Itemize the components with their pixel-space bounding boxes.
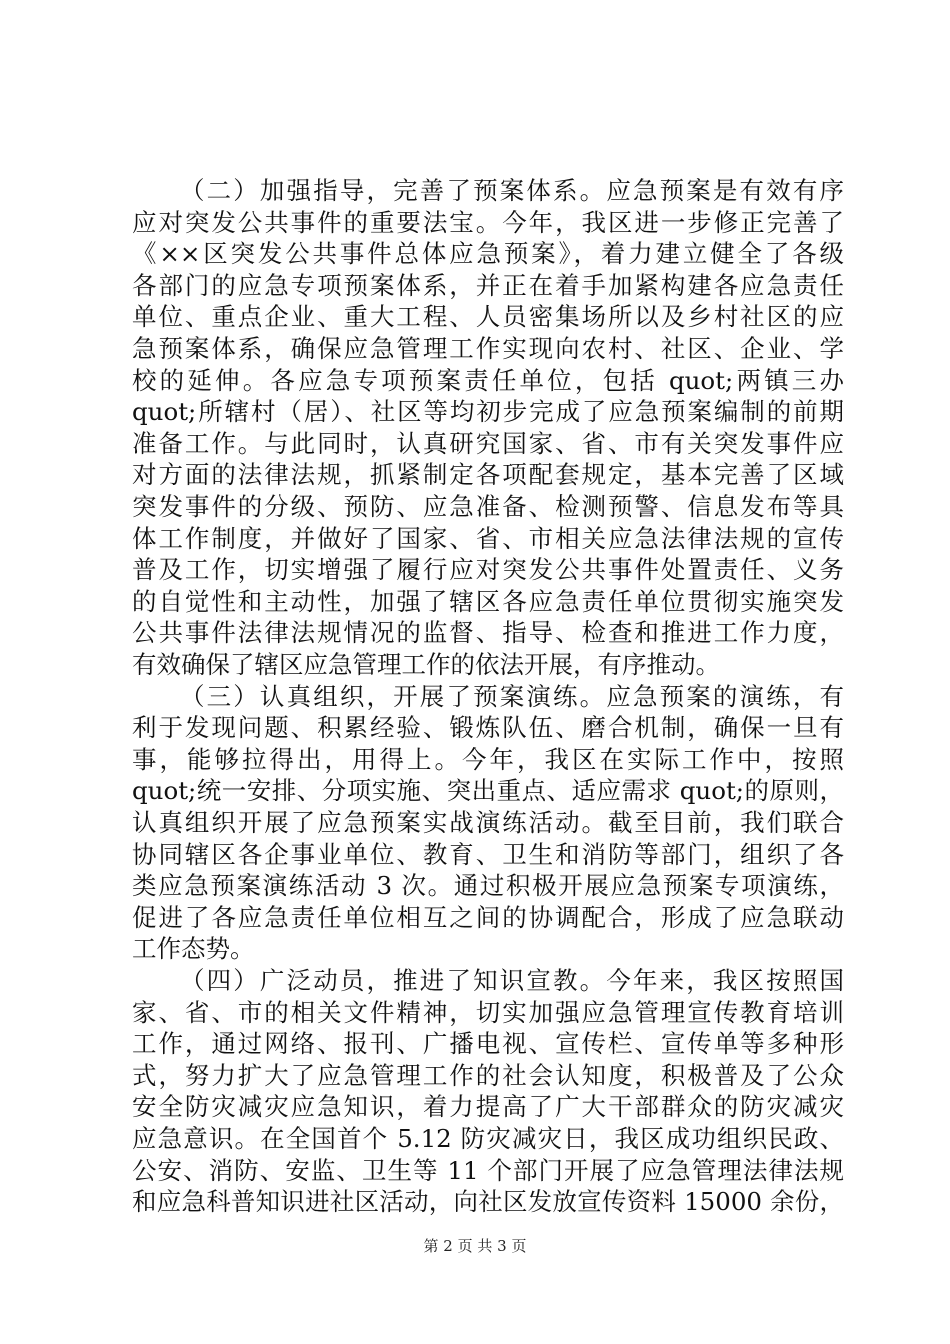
text-line: 工作，通过网络、报刊、广播电视、宣传栏、宣传单等多种形 [132, 1029, 844, 1058]
text-line: 应急意识。在全国首个 5.12 防灾减灾日，我区成功组织民政、 [132, 1124, 844, 1153]
text-line: 各部门的应急专项预案体系，并正在着手加紧构建各应急责任 [132, 271, 844, 300]
text-line: 安全防灾减灾应急知识，着力提高了广大干部群众的防灾减灾 [132, 1092, 844, 1121]
text-line: 公安、消防、安监、卫生等 11 个部门开展了应急管理法律法规 [132, 1156, 844, 1185]
text-line: 急预案体系，确保应急管理工作实现向农村、社区、企业、学 [132, 334, 844, 363]
text-line: 应对突发公共事件的重要法宝。今年，我区进一步修正完善了 [132, 208, 844, 237]
text-line: 体工作制度，并做好了国家、省、市相关应急法律法规的宣传 [132, 524, 844, 553]
text-line: 的自觉性和主动性，加强了辖区各应急责任单位贯彻实施突发 [132, 587, 844, 616]
text-line: （四）广泛动员，推进了知识宣教。今年来，我区按照国 [180, 966, 844, 995]
text-line: quot;所辖村（居）、社区等均初步完成了应急预案编制的前期 [132, 397, 844, 426]
text-line: 突发事件的分级、预防、应急准备、检测预警、信息发布等具 [132, 492, 844, 521]
text-line: 工作态势。 [132, 934, 255, 963]
text-line: 准备工作。与此同时，认真研究国家、省、市有关突发事件应 [132, 429, 844, 458]
text-line: 有效确保了辖区应急管理工作的依法开展，有序推动。 [132, 650, 720, 679]
text-line: 家、省、市的相关文件精神，切实加强应急管理宣传教育培训 [132, 998, 844, 1027]
text-line: quot;统一安排、分项实施、突出重点、适应需求 quot;的原则， [132, 776, 844, 805]
text-line: 校的延伸。各应急专项预案责任单位，包括 quot;两镇三办 [132, 366, 844, 395]
text-line: 事，能够拉得出，用得上。今年，我区在实际工作中，按照 [132, 745, 844, 774]
text-line: 《××区突发公共事件总体应急预案》，着力建立健全了各级 [132, 239, 844, 268]
text-line: 单位、重点企业、重大工程、人员密集场所以及乡村社区的应 [132, 302, 844, 331]
text-line: 协同辖区各企事业单位、教育、卫生和消防等部门，组织了各 [132, 840, 844, 869]
text-line: （二）加强指导，完善了预案体系。应急预案是有效有序 [180, 176, 844, 205]
text-line: 式，努力扩大了应急管理工作的社会认知度，积极普及了公众 [132, 1061, 844, 1090]
text-line: 公共事件法律法规情况的监督、指导、检查和推进工作力度， [132, 618, 844, 647]
text-line: （三）认真组织，开展了预案演练。应急预案的演练，有 [180, 682, 844, 711]
text-line: 和应急科普知识进社区活动，向社区发放宣传资料 15000 余份， [132, 1187, 844, 1216]
text-line: 认真组织开展了应急预案实战演练活动。截至目前，我们联合 [132, 808, 844, 837]
text-line: 利于发现问题、积累经验、锻炼队伍、磨合机制，确保一旦有 [132, 713, 844, 742]
page-footer: 第 2 页 共 3 页 [423, 1237, 527, 1255]
text-line: 普及工作，切实增强了履行应对突发公共事件处置责任、义务 [132, 555, 844, 584]
text-line: 促进了各应急责任单位相互之间的协调配合，形成了应急联动 [132, 903, 844, 932]
text-line: 类应急预案演练活动 3 次。通过积极开展应急预案专项演练， [132, 871, 844, 900]
text-line: 对方面的法律法规，抓紧制定各项配套规定，基本完善了区域 [132, 460, 844, 489]
